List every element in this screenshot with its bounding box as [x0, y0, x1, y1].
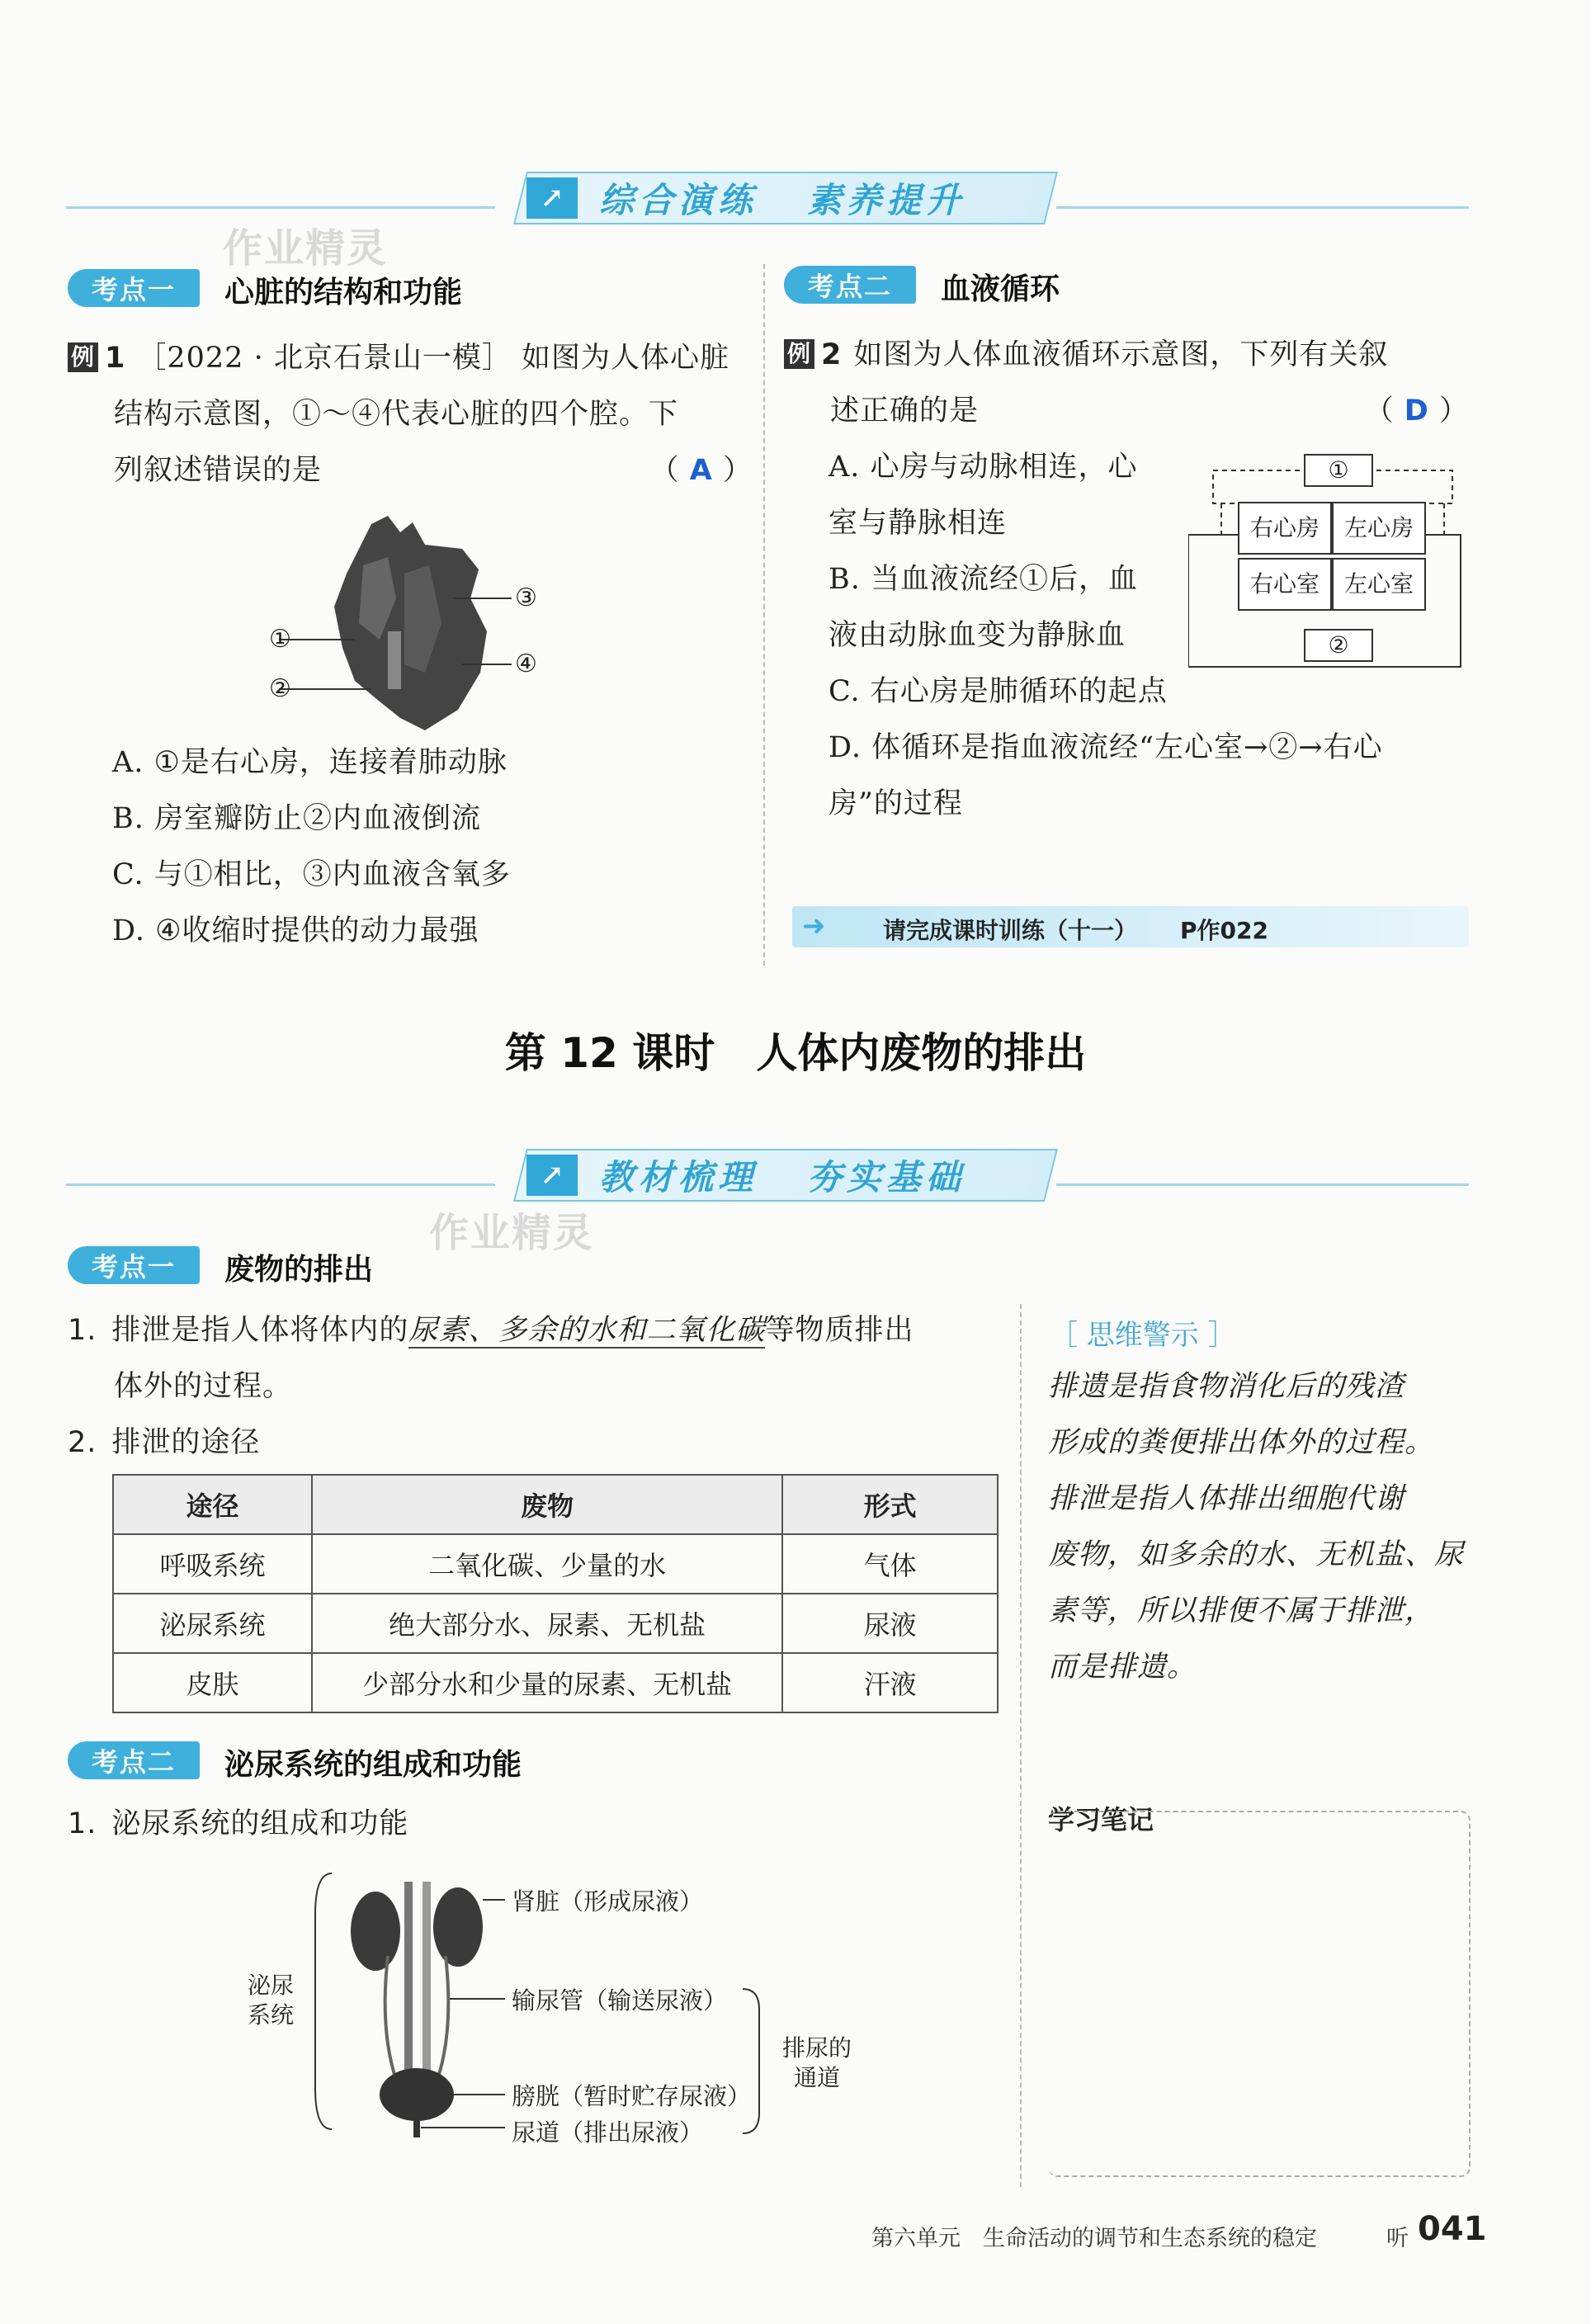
banner-right-text: 素养提升: [807, 180, 966, 220]
part-bladder: 膀胱（暂时贮存尿液）: [512, 2082, 752, 2110]
example-badge: 例: [68, 342, 98, 372]
table-row: 泌尿系统 绝大部分水、尿素、无机盐 尿液: [113, 1594, 998, 1653]
practice-text: 请完成课时训练（十一）: [883, 917, 1138, 944]
left-atrium: 左心房: [1332, 502, 1426, 555]
heart-label-1: ①: [269, 625, 291, 654]
waste-item-2: 2. 排泄的途径: [68, 1426, 261, 1459]
banner-rule-left: [66, 1183, 495, 1186]
left-ventricle: 左心室: [1332, 558, 1426, 611]
practice-page: P作022: [1180, 917, 1268, 944]
side-note-body: 排遗是指食物消化后的残渣 形成的粪便排出体外的过程。 排泄是指人体排出细胞代谢 废物，如多余的水、无机盐、尿 素等，所以排便不属于排泄， 而是排遗。: [1048, 1370, 1465, 1684]
column-divider: [763, 264, 765, 966]
heart-label-3: ③: [515, 583, 537, 612]
tag-kaodian-2: 考点二: [784, 266, 916, 304]
circulation-node-2: ②: [1304, 629, 1373, 662]
heart-diagram: [264, 508, 553, 747]
right-ventricle: 右心室: [1238, 558, 1332, 611]
watermark: 作业精灵: [429, 1210, 595, 1256]
banner-right-text: 夯实基础: [807, 1157, 966, 1197]
example1-question: 例 1 ［2022 · 北京石景山一模］ 如图为人体心脏 结构示意图，①～④代表心脏的四个腔。下 列叙述错误的是 （ A ）: [68, 330, 753, 498]
banner-left-text: 教材梳理: [599, 1157, 758, 1197]
urinary-item-1: 1. 泌尿系统的组成和功能: [68, 1807, 409, 1840]
excretion-table: [112, 1474, 999, 1713]
notes-area[interactable]: [1048, 1811, 1471, 2177]
urination-path-label: 排尿的 通道: [782, 2034, 852, 2091]
footer-listen: 听: [1386, 2226, 1409, 2251]
arrow-icon: ↗: [526, 1155, 578, 1196]
practice-bar[interactable]: [792, 906, 1469, 947]
section-title-waste: 废物的排出: [224, 1253, 374, 1287]
notes-title: 学习笔记: [1048, 1804, 1154, 1835]
section-title-heart: 心脏的结构和功能: [224, 276, 463, 309]
arrow-icon: ↗: [526, 177, 578, 219]
section-banner-textbook: [513, 1149, 1058, 1202]
lesson-title: 第 12 课时 人体内废物的排出: [504, 1029, 1087, 1077]
table-row: 呼吸系统 二氧化碳、少量的水 气体: [113, 1534, 998, 1594]
banner-left-text: 综合演练: [599, 180, 758, 220]
table-header-row: 途径 废物 形式: [113, 1475, 998, 1534]
page-number: 041: [1418, 2210, 1487, 2248]
section-title-circulation: 血液循环: [941, 272, 1060, 306]
tag-kaodian-2b: 考点二: [68, 1741, 200, 1779]
answer-2: D: [1404, 394, 1429, 427]
banner-rule-right: [1056, 206, 1469, 209]
right-atrium: 右心房: [1238, 502, 1332, 555]
banner-rule-left: [66, 206, 495, 209]
option-b: B. 房室瓣防止②内血液倒流: [112, 802, 481, 835]
example2-question: 例 2 如图为人体血液循环示意图，下列有关叙 述正确的是 （ D ）: [784, 327, 1469, 439]
tag-kaodian-1b: 考点一: [68, 1246, 200, 1284]
example2-options: A. 心房与动脉相连，心 室与静脉相连 B. 当血液流经①后，血 液由动脉血变为静脉血 C. 右心房是肺循环的起点 D. 体循环是指血液流经“左心室→②→右心 房”的过程: [829, 451, 1383, 820]
circulation-node-1: ①: [1304, 454, 1373, 487]
arrow-right-icon: ➜: [802, 909, 826, 942]
heart-label-2: ②: [269, 674, 291, 703]
side-note-title: ［ 思维警示 ］: [1050, 1319, 1236, 1352]
tag-kaodian-1: 考点一: [68, 269, 200, 307]
option-d: D. ④收缩时提供的动力最强: [112, 914, 479, 947]
part-ureter: 输尿管（输送尿液）: [512, 1986, 728, 2015]
section-banner-practice: [513, 172, 1058, 224]
handwritten-answer: 尿素、多余的水和二氧化碳: [408, 1314, 766, 1347]
section-title-urinary: 泌尿系统的组成和功能: [224, 1748, 522, 1782]
option-a: A. ①是右心房，连接着肺动脉: [112, 746, 508, 779]
banner-rule-right: [1056, 1183, 1469, 1186]
table-row: 皮肤 少部分水和少量的尿素、无机盐 汗液: [113, 1653, 998, 1712]
option-c: C. 与①相比，③内血液含氧多: [112, 858, 511, 891]
heart-label-4: ④: [515, 649, 537, 678]
urinary-system-label: 泌尿 系统: [248, 1972, 295, 2029]
part-kidney: 肾脏（形成尿液）: [512, 1887, 704, 1915]
watermark: 作业精灵: [223, 225, 389, 272]
example1-options: [112, 735, 511, 959]
side-divider: [1020, 1304, 1022, 2187]
waste-item-1: 1. 排泄是指人体将体内的尿素、多余的水和二氧化碳等物质排出 体外的过程。: [68, 1314, 914, 1403]
answer-1: A: [689, 454, 713, 487]
example-badge: 例: [784, 339, 814, 369]
part-urethra: 尿道（排出尿液）: [512, 2119, 704, 2147]
footer-unit: 第六单元 生命活动的调节和生态系统的稳定: [871, 2226, 1317, 2251]
